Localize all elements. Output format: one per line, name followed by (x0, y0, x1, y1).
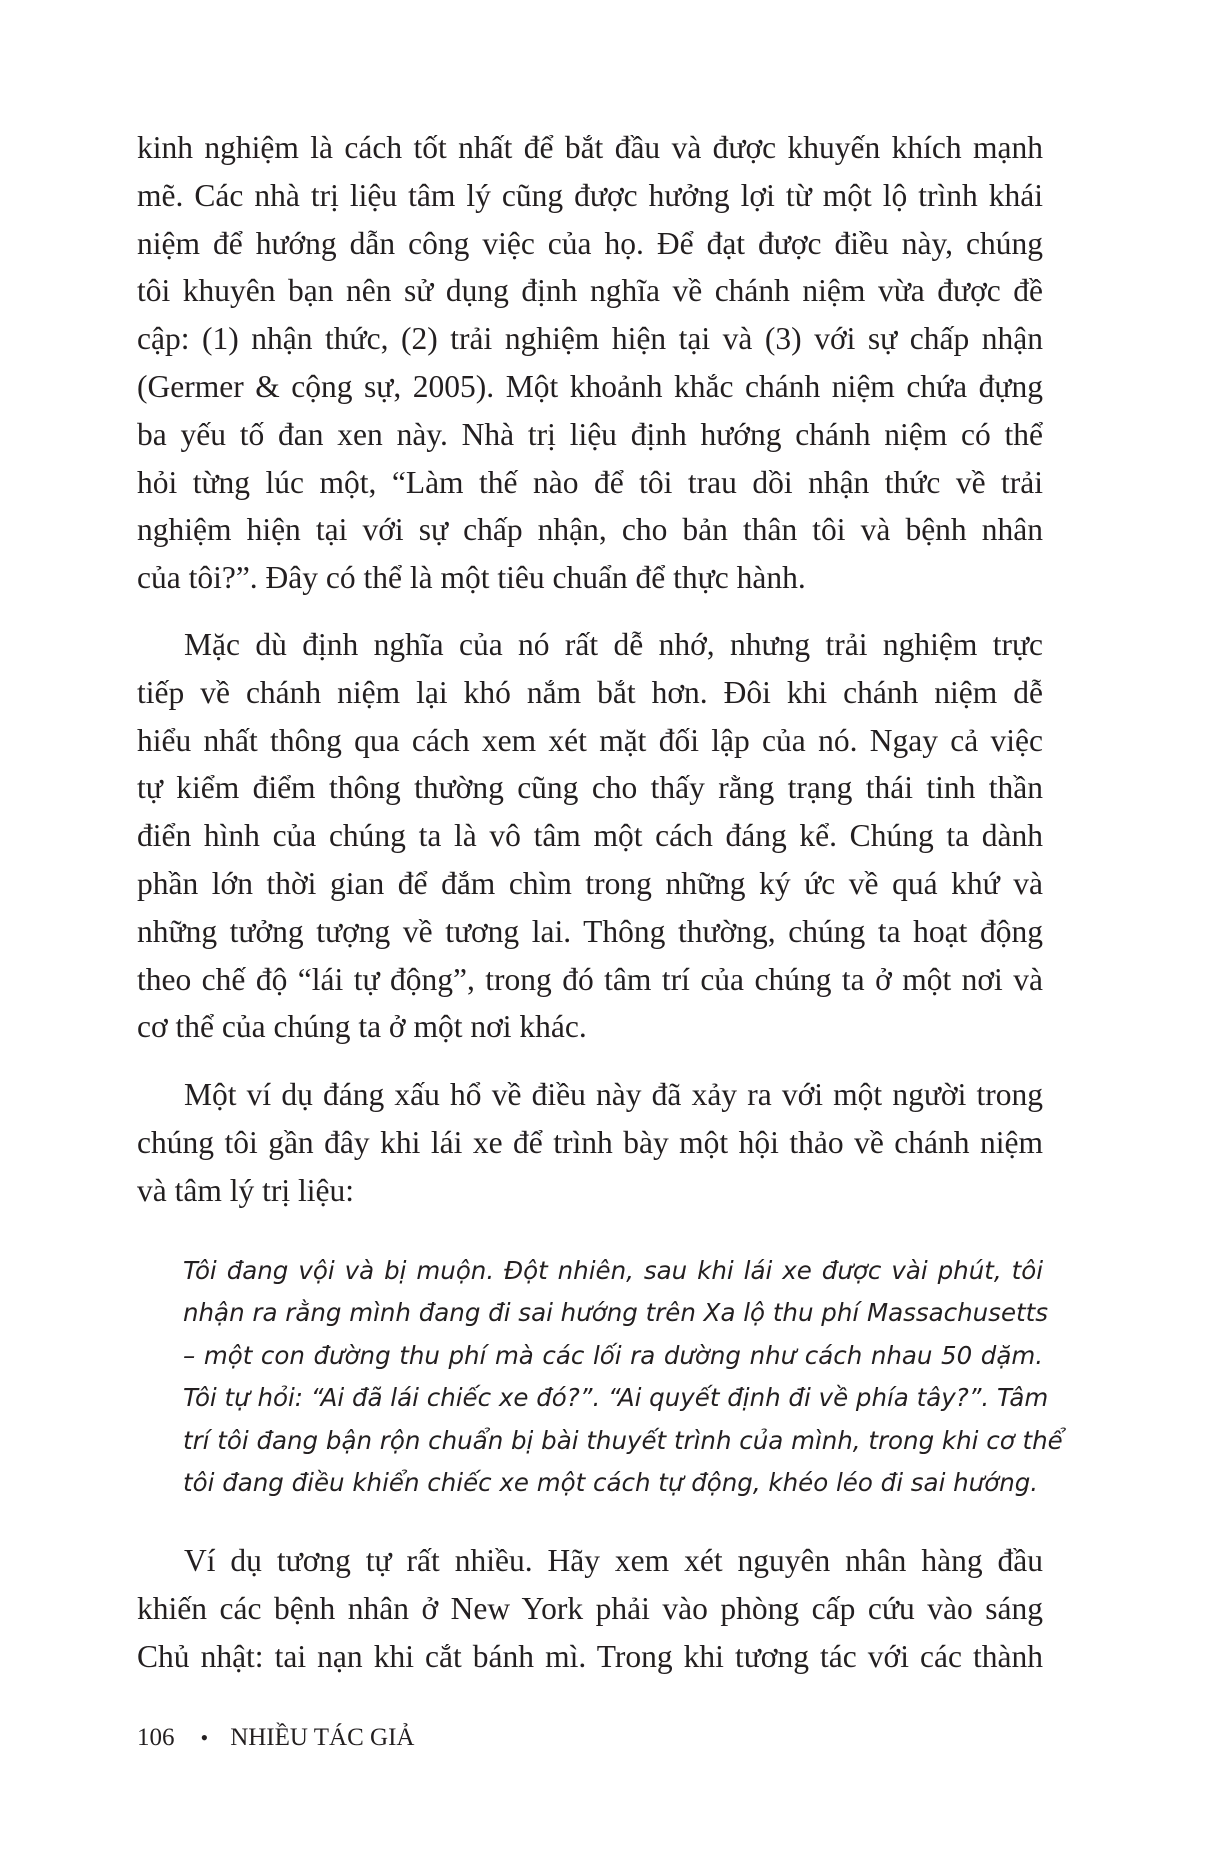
paragraph-5 (137, 1537, 1043, 1680)
paragraph-2 (137, 621, 1043, 1051)
text-line: Mặc dù định nghĩa của nó rất dễ nhớ, nhưng trải nghiệm trực (184, 627, 1043, 662)
text-line: cập: (1) nhận thức, (2) trải nghiệm hiện tại và (3) với sự chấp nhận (137, 321, 1043, 357)
text-line: theo chế độ “lái tự động”, trong đó tâm trí của chúng ta ở một nơi và (137, 961, 1043, 997)
paragraph-3 (137, 1071, 1043, 1214)
text-line: phần lớn thời gian để đắm chìm trong những ký ức về quá khứ và (137, 865, 1043, 901)
text-line: chúng tôi gần đây khi lái xe để trình bày một hội thảo về chánh niệm (137, 1124, 1043, 1160)
text-line: những tưởng tượng về tương lai. Thông thường, chúng ta hoạt động (137, 913, 1043, 949)
text-line: cơ thể của chúng ta ở một nơi khác. (137, 1009, 587, 1045)
text-line: tôi khuyên bạn nên sử dụng định nghĩa về chánh niệm vừa được đề (137, 273, 1043, 309)
text-line: hiểu nhất thông qua cách xem xét mặt đối lập của nó. Ngay cả việc (137, 722, 1043, 758)
quote-line: tôi đang điều khiển chiếc xe một cách tự động, khéo léo đi sai hướng. (183, 1468, 1039, 1498)
paragraph-1 (137, 124, 1043, 602)
text-line: ba yếu tố đan xen này. Nhà trị liệu định hướng chánh niệm có thể (137, 416, 1043, 452)
text-line: và tâm lý trị liệu: (137, 1172, 354, 1208)
text-line: Ví dụ tương tự rất nhiều. Hãy xem xét nguyên nhân hàng đầu (184, 1543, 1043, 1578)
quote-line: – một con đường thu phí mà các lối ra dường như cách nhau 50 dặm. (183, 1340, 1043, 1370)
text-line: Chủ nhật: tai nạn khi cắt bánh mì. Trong khi tương tác với các thành (137, 1638, 1043, 1674)
running-author: NHIỀU TÁC GIẢ (230, 1724, 415, 1751)
quote-line: Tôi tự hỏi: “Ai đã lái chiếc xe đó?”. “Ai quyết định đi về phía tây?”. Tâm (183, 1383, 1049, 1413)
text-line: điển hình của chúng ta là vô tâm một cách đáng kể. Chúng ta dành (137, 818, 1043, 854)
text-line: mẽ. Các nhà trị liệu tâm lý cũng được hưởng lợi từ một lộ trình khái (137, 177, 1043, 213)
quote-line: trí tôi đang bận rộn chuẩn bị bài thuyết trình của mình, trong khi cơ thể (183, 1425, 1063, 1455)
text-line: (Germer & cộng sự, 2005). Một khoảnh khắc chánh niệm chứa đựng (137, 368, 1043, 404)
text-line: của tôi?”. Đây có thể là một tiêu chuẩn để thực hành. (137, 560, 806, 596)
page-footer (137, 1724, 414, 1752)
footer-bullet: • (200, 1725, 209, 1750)
text-line: hỏi từng lúc một, “Làm thế nào để tôi trau dồi nhận thức về trải (137, 464, 1043, 500)
quote-line: Tôi đang vội và bị muộn. Đột nhiên, sau khi lái xe được vài phút, tôi (183, 1256, 1043, 1285)
text-line: nghiệm hiện tại với sự chấp nhận, cho bản thân tôi và bệnh nhân (137, 512, 1043, 548)
text-line: Một ví dụ đáng xấu hổ về điều này đã xảy ra với một người trong (184, 1077, 1043, 1112)
page-number: 106 (137, 1724, 175, 1751)
block-quote (183, 1250, 1063, 1504)
text-line: kinh nghiệm là cách tốt nhất để bắt đầu và được khuyến khích mạnh (137, 130, 1043, 165)
quote-line: nhận ra rằng mình đang đi sai hướng trên Xa lộ thu phí Massachusetts (183, 1298, 1048, 1328)
text-line: niệm để hướng dẫn công việc của họ. Để đạt được điều này, chúng (137, 225, 1043, 261)
text-line: khiến các bệnh nhân ở New York phải vào phòng cấp cứu vào sáng (137, 1590, 1043, 1626)
text-line: tiếp về chánh niệm lại khó nắm bắt hơn. Đôi khi chánh niệm dễ (137, 674, 1043, 710)
text-line: tự kiểm điểm thông thường cũng cho thấy rằng trạng thái tinh thần (137, 770, 1043, 806)
